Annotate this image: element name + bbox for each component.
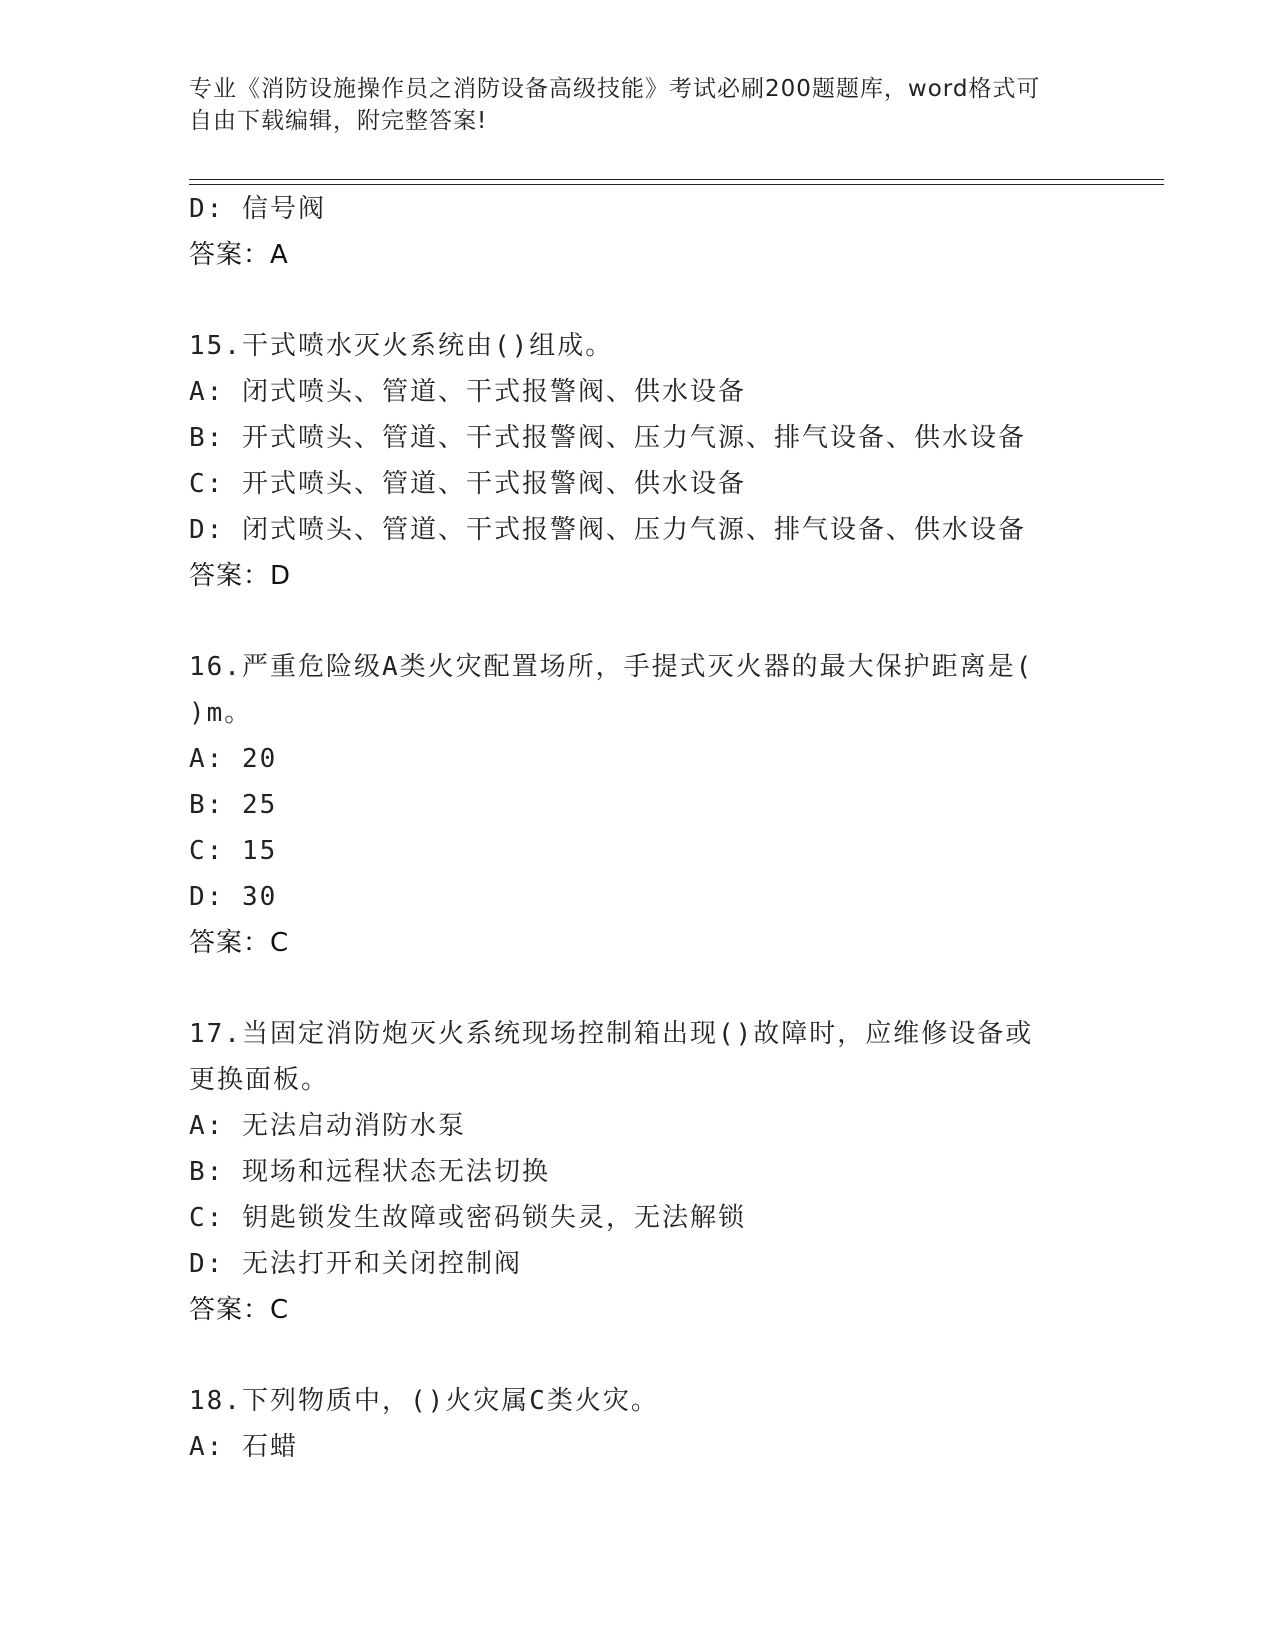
question-list (189, 186, 1089, 1470)
option-b: B: 25 (189, 790, 278, 820)
header-divider-top (189, 179, 1164, 180)
answer-line: 答案：C (189, 1295, 290, 1325)
spacer (189, 1333, 1089, 1378)
answer-line: 答案：A (189, 240, 289, 270)
question-stem: 15.干式喷水灭火系统由()组成。 (189, 331, 614, 361)
question-17 (189, 1011, 1089, 1333)
header-line-2: 自由下载编辑，附完整答案! (189, 108, 488, 134)
answer-line: 答案：C (189, 928, 290, 958)
header-divider-bottom (189, 184, 1164, 185)
option-d: D: 闭式喷头、管道、干式报警阀、压力气源、排气设备、供水设备 (189, 515, 1026, 545)
option-c: C: 钥匙锁发生故障或密码锁失灵，无法解锁 (189, 1203, 746, 1233)
spacer (189, 966, 1089, 1011)
option-a: A: 闭式喷头、管道、干式报警阀、供水设备 (189, 377, 746, 407)
option-a: A: 石蜡 (189, 1432, 298, 1462)
question-stem-continued: )m。 (189, 698, 253, 728)
option-c: C: 开式喷头、管道、干式报警阀、供水设备 (189, 469, 746, 499)
option-d: D: 信号阀 (189, 194, 326, 224)
question-stem-continued: 更换面板。 (189, 1065, 330, 1095)
question-stem: 18.下列物质中，()火灾属C类火灾。 (189, 1386, 659, 1416)
question-stem: 17.当固定消防炮灭火系统现场控制箱出现()故障时，应维修设备或 (189, 1019, 1034, 1049)
question-stem: 16.严重危险级A类火灾配置场所，手提式灭火器的最大保护距离是( (189, 652, 1034, 682)
spacer (189, 599, 1089, 644)
spacer (189, 278, 1089, 323)
option-d: D: 无法打开和关闭控制阀 (189, 1249, 522, 1279)
option-a: A: 20 (189, 744, 278, 774)
option-a: A: 无法启动消防水泵 (189, 1111, 466, 1141)
option-d: D: 30 (189, 882, 278, 912)
option-b: B: 现场和远程状态无法切换 (189, 1157, 550, 1187)
question-18 (189, 1378, 1089, 1470)
header-line-1: 专业《消防设施操作员之消防设备高级技能》考试必刷200题题库，word格式可 (189, 76, 1041, 102)
option-c: C: 15 (189, 836, 278, 866)
answer-line: 答案：D (189, 561, 292, 591)
document-header (189, 73, 1089, 137)
question-15 (189, 323, 1089, 599)
question-16 (189, 644, 1089, 966)
option-b: B: 开式喷头、管道、干式报警阀、压力气源、排气设备、供水设备 (189, 423, 1026, 453)
